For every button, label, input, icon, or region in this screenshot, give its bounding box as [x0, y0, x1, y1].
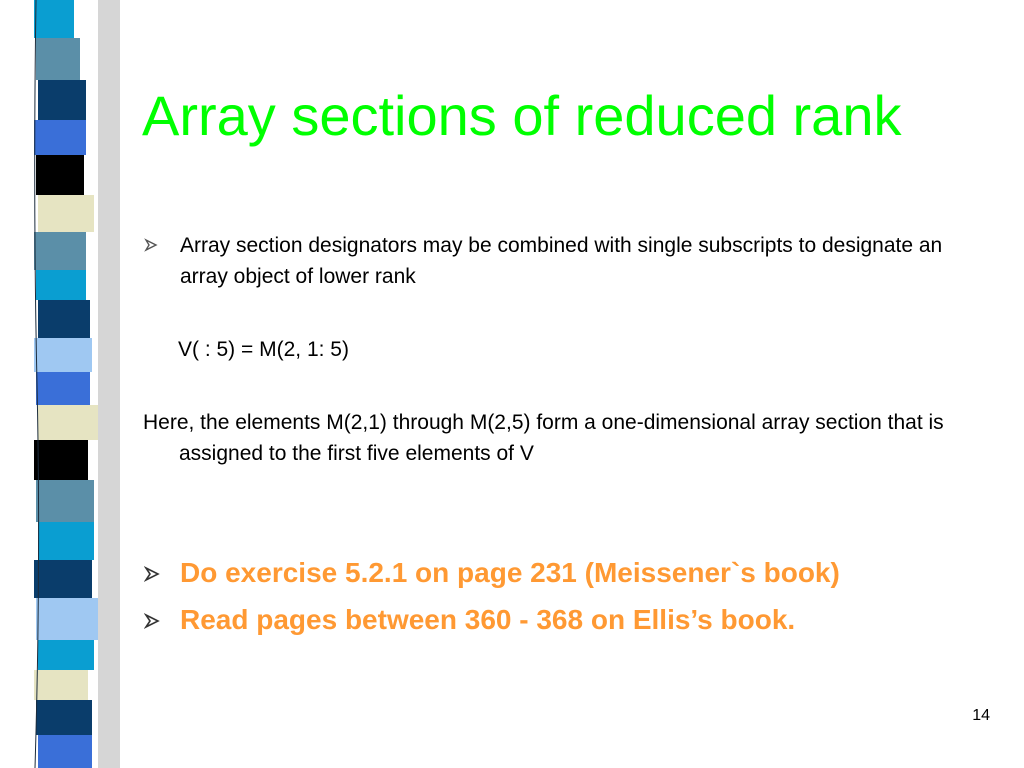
stripe-band: [34, 440, 88, 480]
bullet-text: Array section designators may be combined with single subscripts to designate an array object of lower rank: [180, 234, 943, 288]
arrow-bullet-icon: [140, 553, 180, 582]
arrow-bullet-icon: [140, 230, 180, 252]
stripe-band: [38, 522, 94, 560]
stripe-band: [36, 270, 86, 300]
stripe-band: [36, 372, 90, 405]
decorative-stripe: [0, 0, 120, 768]
highlight-item-1: [140, 553, 970, 593]
stripe-band: [36, 598, 98, 640]
stripe-band: [36, 480, 94, 522]
code-example: V( : 5) = M(2, 1: 5): [178, 338, 349, 361]
stripe-band: [34, 232, 86, 270]
slide-title: Array sections of reduced rank: [142, 84, 902, 147]
stripe-band: [34, 338, 92, 372]
stripe-band: [38, 80, 86, 120]
arrow-bullet-icon: [140, 600, 180, 629]
page-number: 14: [972, 707, 990, 724]
explanation-paragraph: Here, the elements M(2,1) through M(2,5) form a one-dimensional array section that is assigned to the first five elements of V: [143, 411, 944, 465]
stripe-band: [34, 670, 88, 700]
highlight-text: Read pages between 360 - 368 on Ellis’s book.: [180, 604, 796, 635]
stripe-band: [38, 195, 94, 232]
stripe-band: [38, 300, 90, 338]
stripe-band: [38, 640, 94, 670]
stripe-band: [36, 155, 84, 195]
bullet-item-1: [140, 230, 970, 292]
stripe-band: [34, 0, 74, 38]
stripe-band: [34, 560, 92, 598]
highlight-text: Do exercise 5.2.1 on page 231 (Meissener`s book): [180, 557, 840, 588]
stripe-band: [38, 735, 92, 768]
highlight-item-2: [140, 600, 970, 640]
stripe-band: [36, 38, 80, 80]
stripe-band: [38, 405, 98, 440]
stripe-band: [34, 120, 86, 155]
stripe-band: [36, 700, 92, 735]
